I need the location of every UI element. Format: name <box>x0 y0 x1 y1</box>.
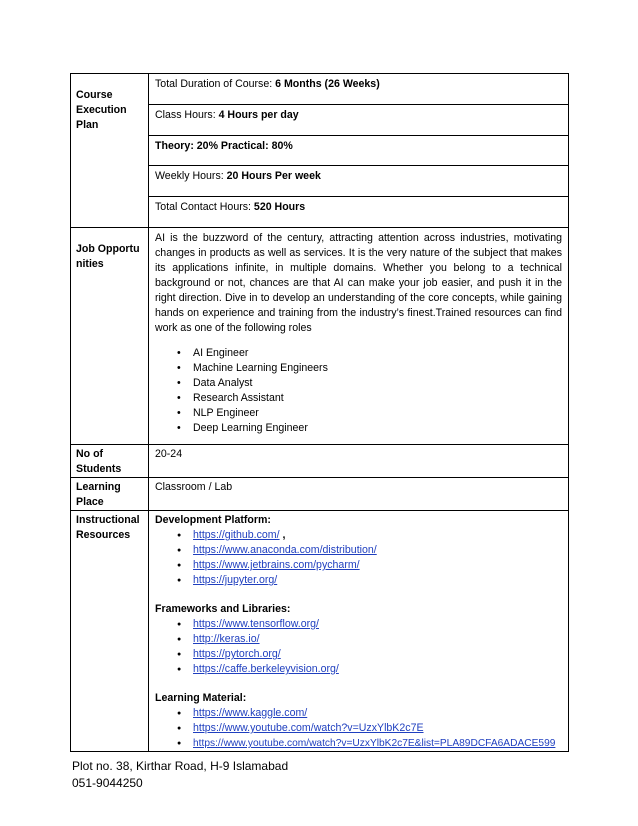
list-item: • Machine Learning Engineers <box>177 361 562 376</box>
plan-row-prefix: Class Hours: <box>155 109 219 121</box>
footer-phone: 051-9044250 <box>72 776 143 790</box>
instructional-resources-label: Instructional Resources <box>71 511 149 752</box>
plan-row-prefix: Weekly Hours: <box>155 170 227 182</box>
plan-row-duration <box>149 74 568 105</box>
plan-row-weekly-hours <box>149 166 568 197</box>
job-opportunities-paragraph: AI is the buzzword of the century, attracting attention across industries, motivating changes in products as well as services. It is the very nature of the subject that makes its applications infinite, in multiple domains. Whether you belong to a technical background or not, chances are that AI can make your job easier, and push it in the right direction. Dive in to develop an understanding of the core concepts, while gaining hands on experience and training from the industry’s finest.Trained resources can find work as one of the following roles <box>155 232 562 334</box>
section-gap <box>155 588 562 602</box>
link-trailing-comma: , <box>279 529 286 541</box>
learning-material-links <box>155 706 562 751</box>
youtube-link[interactable]: https://www.youtube.com/watch?v=UzxYlbK2c7E <box>193 722 424 734</box>
learning-place-row <box>71 478 569 511</box>
list-item: • Research Assistant <box>177 391 562 406</box>
learning-place-label: Learning Place <box>71 478 149 511</box>
students-label: No of Students <box>71 445 149 478</box>
plan-row-contact-hours <box>149 197 568 227</box>
list-item: • AI Engineer <box>177 346 562 361</box>
list-item <box>177 573 562 588</box>
footer-address: Plot no. 38, Kirthar Road, H-9 Islamabad <box>72 759 289 773</box>
instructional-resources-row <box>71 511 569 752</box>
job-opportunities-label-text: Job Opportunities <box>76 243 140 270</box>
jupyter-link[interactable]: https://jupyter.org/ <box>193 574 278 586</box>
course-info-table <box>70 73 569 752</box>
frameworks-heading: Frameworks and Libraries: <box>155 603 291 615</box>
dev-platform-heading: Development Platform: <box>155 514 271 526</box>
plan-row-theory-practical <box>149 136 568 166</box>
execution-plan-row <box>71 74 569 228</box>
list-item <box>177 558 562 573</box>
plan-row-value: 6 Months (26 Weeks) <box>275 78 380 90</box>
students-value-text: 20-24 <box>155 448 183 460</box>
students-value <box>149 445 569 478</box>
job-opportunities-label <box>71 228 149 445</box>
list-item: • NLP Engineer <box>177 406 562 421</box>
plan-row-class-hours <box>149 105 568 136</box>
plan-row-prefix: Total Duration of Course: <box>155 78 276 90</box>
plan-row-value: 20 Hours Per week <box>226 170 321 182</box>
youtube-playlist-link[interactable]: https://www.youtube.com/watch?v=UzxYlbK2c7E&list=PLA89DCFA6ADACE599 <box>193 738 556 749</box>
tensorflow-link[interactable]: https://www.tensorflow.org/ <box>193 618 320 630</box>
learning-material-heading: Learning Material: <box>155 692 247 704</box>
students-row <box>71 445 569 478</box>
learning-place-value-text: Classroom / Lab <box>155 481 233 493</box>
frameworks-links <box>155 617 562 677</box>
execution-plan-values <box>149 74 569 228</box>
caffe-link[interactable]: https://caffe.berkeleyvision.org/ <box>193 663 339 675</box>
plan-row-prefix: Total Contact Hours: <box>155 201 254 213</box>
execution-plan-label <box>71 74 149 228</box>
list-item: • Data Analyst <box>177 376 562 391</box>
list-item <box>177 662 562 677</box>
pycharm-link[interactable]: https://www.jetbrains.com/pycharm/ <box>193 559 360 571</box>
list-item <box>177 543 562 558</box>
section-gap <box>155 677 562 691</box>
pytorch-link[interactable]: https://pytorch.org/ <box>193 648 281 660</box>
dev-platform-links <box>155 528 562 588</box>
plan-row-value: 4 Hours per day <box>218 109 299 121</box>
plan-row-value: Theory: 20% Practical: 80% <box>155 140 293 152</box>
plan-row-value: 520 Hours <box>253 201 306 213</box>
resources-block <box>155 511 562 751</box>
execution-plan-label-text: Course Execution Plan <box>76 89 127 131</box>
keras-link[interactable]: http://keras.io/ <box>193 633 260 645</box>
list-item <box>177 647 562 662</box>
github-link[interactable]: https://github.com/ <box>193 529 280 541</box>
list-item <box>177 528 562 543</box>
list-item <box>177 706 562 721</box>
job-opportunities-content <box>149 228 569 445</box>
job-roles-list <box>155 346 562 436</box>
kaggle-link[interactable]: https://www.kaggle.com/ <box>193 707 308 719</box>
list-item <box>177 617 562 632</box>
learning-place-value <box>149 478 569 511</box>
job-opportunities-row <box>71 228 569 445</box>
anaconda-link[interactable]: https://www.anaconda.com/distribution/ <box>193 544 377 556</box>
instructional-resources-content <box>149 511 569 752</box>
list-item <box>177 632 562 647</box>
list-item <box>177 736 562 751</box>
list-item: • Deep Learning Engineer <box>177 421 562 436</box>
list-item <box>177 721 562 736</box>
